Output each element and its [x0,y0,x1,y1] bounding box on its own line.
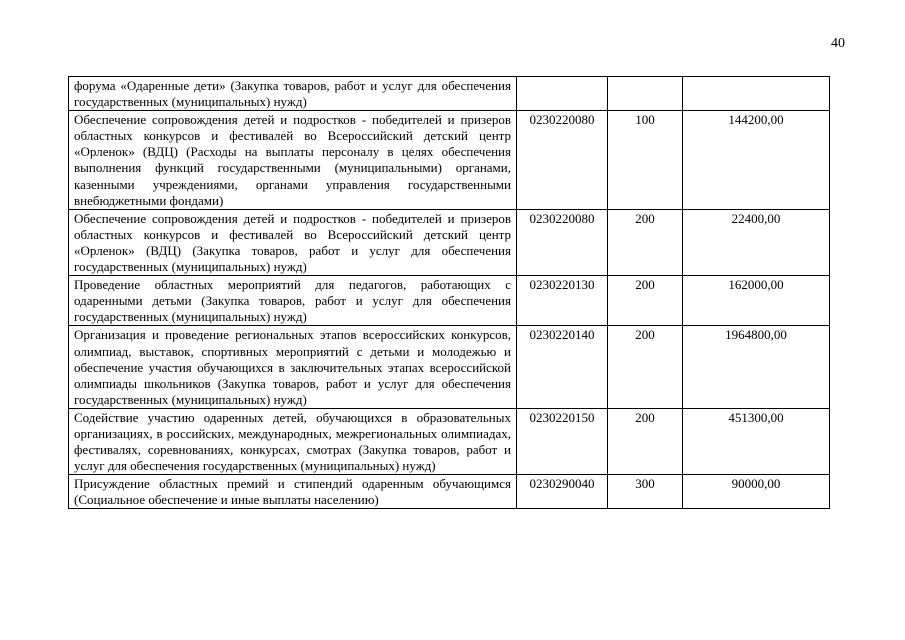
row-expense-type: 200 [608,209,683,275]
row-amount: 90000,00 [683,475,830,509]
row-description: Обеспечение сопровождения детей и подростков - победителей и призеров областных конкурсов и фестивалей во Всероссийский детский центр «Орленок» (ВДЦ) (Закупка товаров, работ и услуг для обеспечения государственных (муниципальных) нужд) [69,209,517,275]
row-amount: 22400,00 [683,209,830,275]
row-target-code: 0230220150 [517,408,608,474]
row-amount [683,77,830,111]
table-row [69,326,830,408]
row-amount: 451300,00 [683,408,830,474]
table-row [69,475,830,509]
budget-table [68,76,830,509]
table-row [69,209,830,275]
row-amount: 1964800,00 [683,326,830,408]
table-row [69,276,830,326]
row-description: Организация и проведение региональных этапов всероссийских конкурсов, олимпиад, выставок, спортивных мероприятий с детьми и молодежью и обеспечение участия обучающихся в заключительных этапах всероссийской олимпиады школьников (Закупка товаров, работ и услуг для обеспечения государственных (муниципальных) нужд) [69,326,517,408]
row-target-code: 0230290040 [517,475,608,509]
row-description: форума «Одаренные дети» (Закупка товаров, работ и услуг для обеспечения государственных (муниципальных) нужд) [69,77,517,111]
row-target-code: 0230220140 [517,326,608,408]
row-expense-type [608,77,683,111]
row-expense-type: 200 [608,276,683,326]
page-number: 40 [831,36,845,51]
row-amount: 162000,00 [683,276,830,326]
row-target-code: 0230220130 [517,276,608,326]
row-target-code: 0230220080 [517,209,608,275]
row-expense-type: 100 [608,111,683,210]
table-row [69,77,830,111]
row-target-code [517,77,608,111]
row-amount: 144200,00 [683,111,830,210]
table-row [69,111,830,210]
row-description: Проведение областных мероприятий для педагогов, работающих с одаренными детьми (Закупка товаров, работ и услуг для обеспечения государственных (муниципальных) нужд) [69,276,517,326]
row-expense-type: 300 [608,475,683,509]
row-target-code: 0230220080 [517,111,608,210]
row-description: Присуждение областных премий и стипендий одаренным обучающимся (Социальное обеспечение и иные выплаты населению) [69,475,517,509]
row-description: Содействие участию одаренных детей, обучающихся в образовательных организациях, в российских, международных, межрегиональных олимпиадах, фестивалях, соревнованиях, конкурсах, смотрах (Закупка товаров, работ и услуг для обеспечения государственных (муниципальных) нужд) [69,408,517,474]
row-description: Обеспечение сопровождения детей и подростков - победителей и призеров областных конкурсов и фестивалей во Всероссийский детский центр «Орленок» (ВДЦ) (Расходы на выплаты персоналу в целях обеспечения выполнения функций государственными (муниципальными) органами, казенными учреждениями, органами управления государственными внебюджетными фондами) [69,111,517,210]
row-expense-type: 200 [608,326,683,408]
table-row [69,408,830,474]
row-expense-type: 200 [608,408,683,474]
